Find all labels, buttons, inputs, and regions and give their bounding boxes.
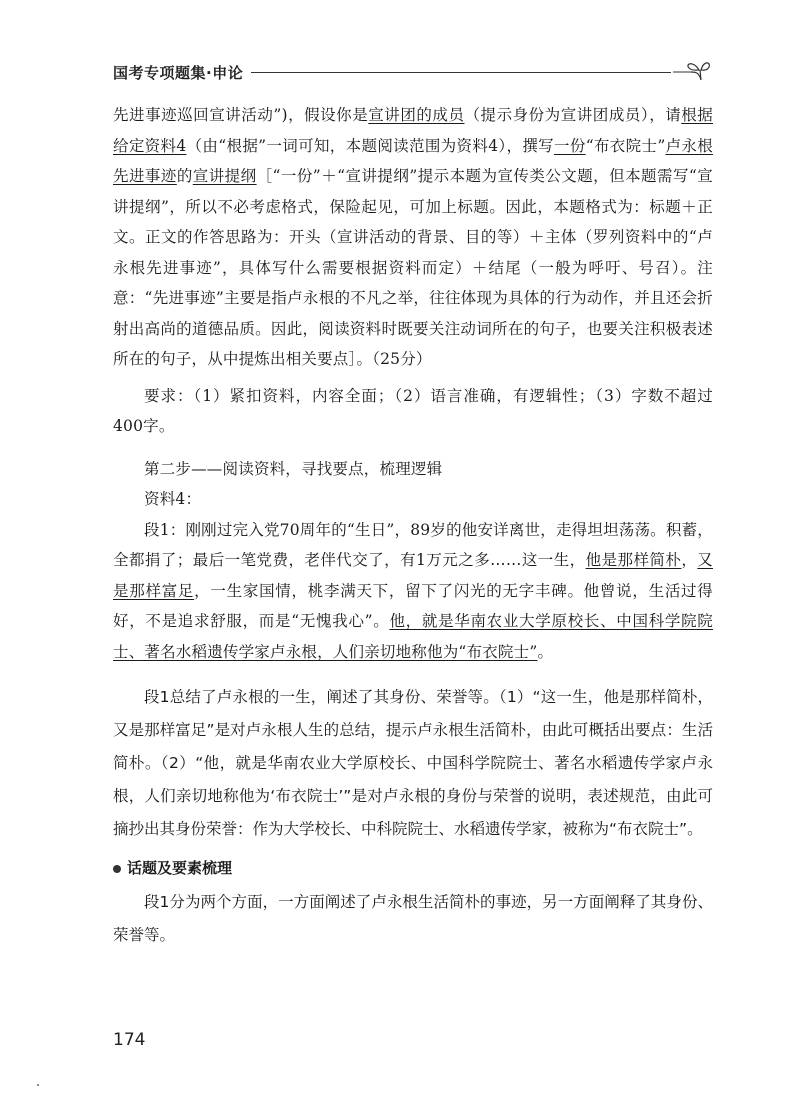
step-title: 第二步——阅读资料，寻找要点，梳理逻辑 xyxy=(144,459,443,478)
header-title: 国考专项题集·申论 xyxy=(113,64,244,82)
text-run: ，一生家国情，桃李满天下，留下了闪光的无字丰碑。他曾说，生活过得好，不是追求舒服，而是“无愧我心”。 xyxy=(113,581,713,630)
header-rule xyxy=(251,72,671,73)
topic-title: 话题及要素梳理 xyxy=(127,859,233,877)
material-paragraph xyxy=(113,515,713,668)
sprout-icon xyxy=(673,58,713,88)
page-content xyxy=(113,100,713,952)
underlined-text: 又是那样富足 xyxy=(113,551,713,600)
underlined-text: 他是那样简朴 xyxy=(585,551,682,569)
underlined-text: 一份 xyxy=(554,136,586,155)
question-explanation xyxy=(113,100,713,375)
analysis-paragraph: 段1总结了卢永根的一生，阐述了其身份、荣誉等。（1）“这一生，他是那样简朴，又是那样富足”是对卢永根人生的总结，提示卢永根生活简朴，由此可概括出要点：生活简朴。（2）“他，就是华南农业大学原校长、中国科学院院士、著名水稻遗传学家卢永根，人们亲切地称他为‘布衣院士’”是对卢永根的身份与荣誉的说明，表述规范，由此可摘抄出其身份荣誉：作为大学校长、中科院院士、水稻遗传学家，被称为“布衣院士”。 xyxy=(113,688,713,838)
text-run: “布衣院士” xyxy=(585,136,666,155)
topic-heading xyxy=(113,854,713,882)
underlined-text: 他，就是华南农业大学原校长、中国科学院院士、著名水稻遗传学家卢永根，人们亲切地称他为“布衣院士” xyxy=(113,612,713,661)
text-run: ， xyxy=(681,551,698,569)
bullet-circle-icon xyxy=(113,865,121,873)
text-run: 段1：刚刚过完入党70周年的“生日”，89岁的他安详离世，走得坦坦荡荡。积蓄，全都捐了；最后一笔党费，老伴代交了，有1万元之多……这一生， xyxy=(113,520,713,569)
text-run: 的 xyxy=(176,167,193,185)
material-label: 资料4： xyxy=(144,490,202,508)
text-run: 。 xyxy=(537,642,554,661)
text-run: ［“一份”＋“宣讲提纲”提示本题为宣传类公文题，但本题需写“宣讲提纲”，所以不必考虑格式，保险起见，可加上标题。因此，本题格式为：标题＋正文。正文的作答思路为：开头（宣讲活动的背景、目的等）＋主体（罗列资料中的“卢永根先进事迹”，具体写什么需要根据资料而定）＋结尾（一般为呼吁、号召）。注意：“先进事迹”主要是指卢永根的不凡之举，往往体现为具体的行为动作，并且还会折射出高尚的道德品质。因此，阅读资料时既要关注动词所在的句子，也要关注积极表述所在的句子，从中提炼出相关要点］。（25分） xyxy=(113,167,713,368)
underlined-text: 卢永根先进事迹 xyxy=(113,136,713,185)
page-number: 174 xyxy=(113,1030,146,1050)
underlined-text: 宣讲提纲 xyxy=(192,167,257,185)
text-run: （由“根据”一词可知，本题阅读范围为资料4），撰写 xyxy=(186,136,555,155)
topic-body: 段1分为两个方面，一方面阐述了卢永根生活简朴的事迹，另一方面阐释了其身份、荣誉等。 xyxy=(113,893,713,944)
text-run: 先进事迹巡回宣讲活动”)，假设你是 xyxy=(113,106,369,124)
page-header xyxy=(113,58,713,88)
underlined-text: 根据给定资料4 xyxy=(113,106,714,155)
text-run: （提示身份为宣讲团成员），请 xyxy=(464,106,682,124)
scan-speck xyxy=(37,1084,39,1086)
underlined-text: 宣讲团的成员 xyxy=(368,106,465,124)
requirements: 要求：（1）紧扣资料，内容全面；（2）语言准确，有逻辑性；（3）字数不超过400字。 xyxy=(113,386,713,435)
